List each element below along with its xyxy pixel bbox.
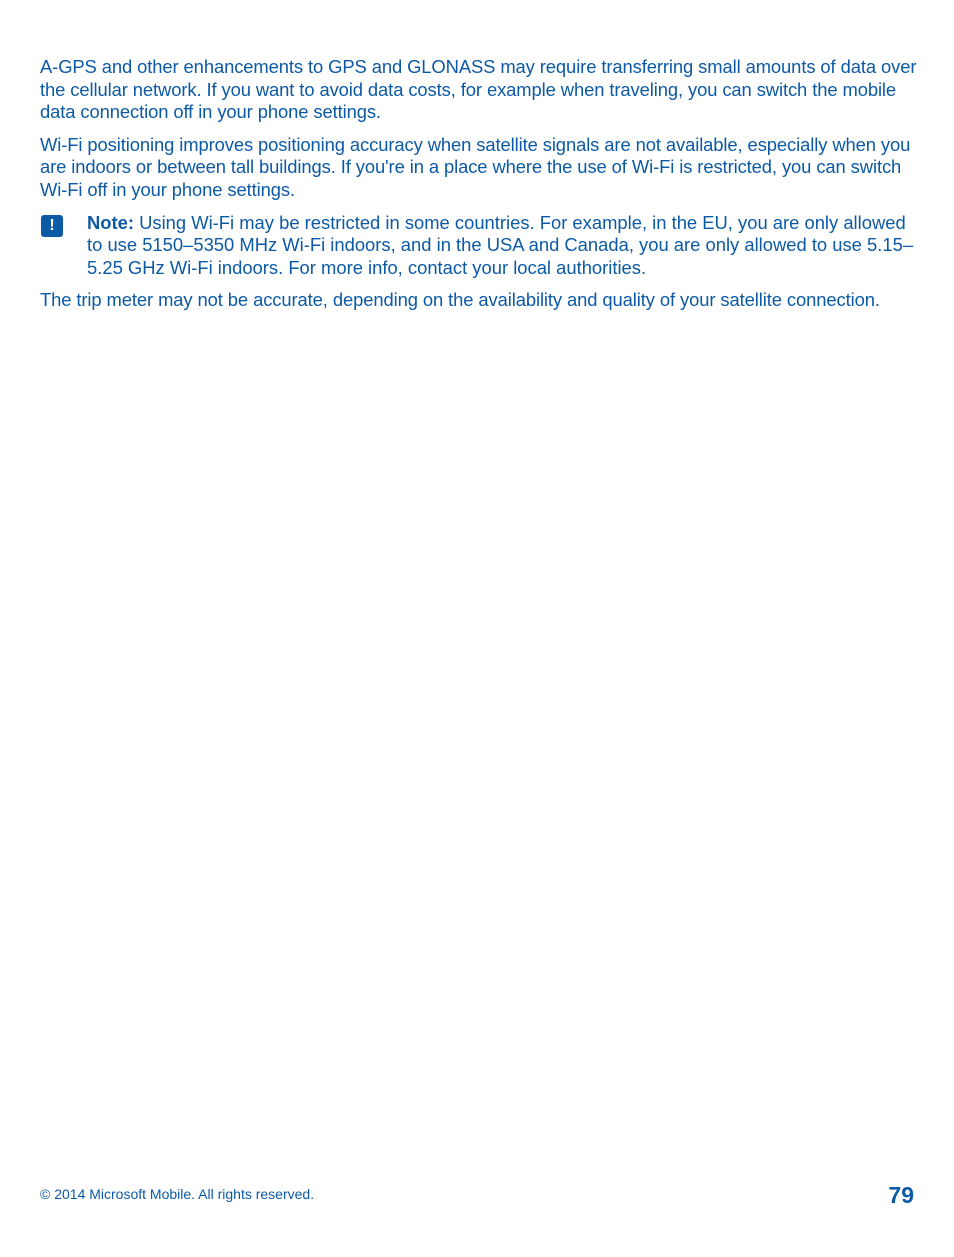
page-number: 79 xyxy=(888,1182,914,1208)
note-text: Using Wi-Fi may be restricted in some countries. For example, in the EU, you are only allowed to use 5150–5350 MHz Wi-Fi indoors, and in the USA and Canada, you are only allowed to use 5.15–5.25 GHz Wi-Fi indoors. For more info, contact your local authorities. xyxy=(87,211,914,278)
page-content xyxy=(40,56,918,322)
copyright-notice: © 2014 Microsoft Mobile. All rights reserved. xyxy=(40,1186,315,1202)
note-block xyxy=(40,212,918,280)
note-label: Note: xyxy=(87,211,134,233)
wifi-paragraph: Wi-Fi positioning improves positioning accuracy when satellite signals are not available, especially when you are indoors or between tall buildings. If you're in a place where the use of Wi-Fi is restricted, you can switch Wi-Fi off in your phone settings. xyxy=(40,133,911,200)
exclamation-icon: ! xyxy=(41,215,63,237)
trip-meter-paragraph: The trip meter may not be accurate, depending on the availability and quality of your satellite connection. xyxy=(40,289,880,311)
agps-paragraph: A-GPS and other enhancements to GPS and GLONASS may require transferring small amounts of data over the cellular network. If you want to avoid data costs, for example when traveling, you can switch the mobile data connection off in your phone settings. xyxy=(40,56,917,123)
